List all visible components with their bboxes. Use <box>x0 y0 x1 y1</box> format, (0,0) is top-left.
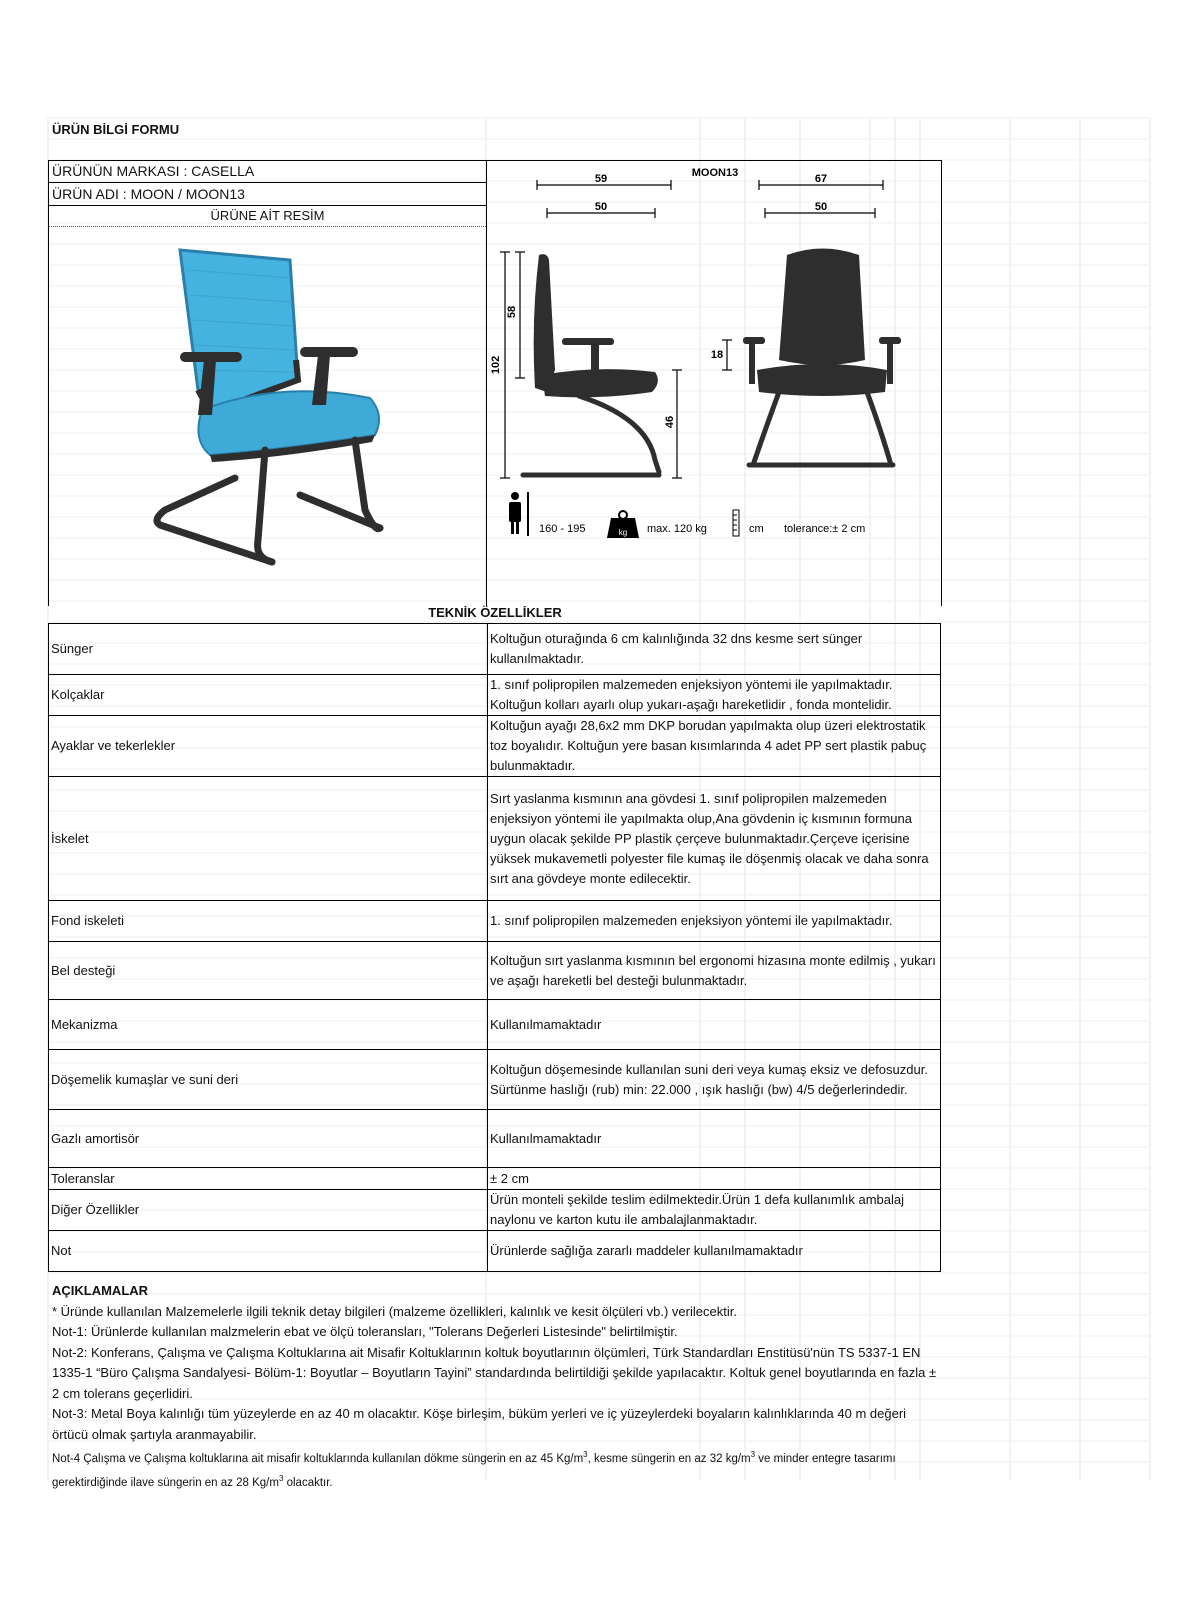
unit-label: cm <box>749 523 764 535</box>
table-row <box>49 675 941 716</box>
dim-front-width-seat: 50 <box>814 201 828 213</box>
note-2: Not-2: Konferans, Çalışma ve Çalışma Koltuklarına ait Misafir Koltuklarının koltuk boyutlarının ölçümleri, Türk Standardları Enstitüsü'nün TS 5337-1 EN 1335-1 “Büro Çalışma Sandalyesi- Bölüm-1: Boyutlar – Boyutların Tayini” standardında belirtildiği şekilde yapılacaktır. Koltuk genel boyutlarında en fazla ± 2 cm tolerans geçerlidiri. <box>52 1344 937 1401</box>
table-row <box>49 1190 941 1231</box>
tolerance-label: tolerance:± 2 cm <box>784 523 866 535</box>
front-view-silhouette <box>743 249 901 397</box>
dim-front-width-top: 67 <box>814 173 828 185</box>
side-view-silhouette <box>534 254 658 397</box>
note-4-part-d: olacaktır. <box>283 1477 333 1490</box>
spec-value: Koltuğun sırt yaslanma kısmının bel ergonomi hizasına monte edilmiş , yukarı ve aşağı hareketli bel desteği bulunmaktadır. <box>488 942 941 1000</box>
form-title: ÜRÜN BİLGİ FORMU <box>52 122 180 137</box>
superscript-3: 3 <box>583 1450 588 1459</box>
note-4-part-c: ve minder entegre tasarımı gerektirdiğinde ilave süngerin en az 28 Kg/m <box>52 1452 896 1490</box>
spec-label: Ayaklar ve tekerlekler <box>49 716 488 777</box>
spec-value: Koltuğun döşemesinde kullanılan suni deri veya kumaş eksiz ve defosuzdur. Sürtünme haslığı (rub) min: 22.000 , ışık haslığı (bw) 4/5 değerlerindedir. <box>488 1050 941 1110</box>
ruler-icon <box>733 510 739 536</box>
table-row <box>49 1000 941 1050</box>
sled-leg-back <box>355 440 380 529</box>
spec-value: Kullanılmamaktadır <box>488 1000 941 1050</box>
table-row <box>49 942 941 1000</box>
section-title: TEKNİK ÖZELLİKLER <box>428 605 562 620</box>
spec-label: Not <box>49 1231 488 1272</box>
superscript-3: 3 <box>278 1474 284 1484</box>
table-row <box>49 777 941 901</box>
table-row <box>49 901 941 942</box>
spec-label: Sünger <box>49 624 488 675</box>
spec-label: Kolçaklar <box>49 675 488 716</box>
dim-seat-height: 46 <box>664 415 676 429</box>
spec-label: Mekanizma <box>49 1000 488 1050</box>
dim-side-depth-seat: 50 <box>594 201 608 213</box>
model-label: MOON13 <box>691 167 739 179</box>
dim-arm-height: 18 <box>710 349 724 361</box>
table-row <box>49 1168 941 1190</box>
spec-label: Toleranslar <box>49 1168 488 1190</box>
note-star: * Üründe kullanılan Malzemelerle ilgili teknik detay bilgileri (malzeme özellikleri, kalınlık ve kesit ölçüleri vb.) verilecektir. <box>52 1303 737 1319</box>
notes-heading: AÇIKLAMALAR <box>52 1283 149 1298</box>
table-row <box>49 1050 941 1110</box>
spec-value: Koltuğun ayağı 28,6x2 mm DKP borudan yapılmakta olup üzeri elektrostatik toz boyalıdır. Koltuğun yere basan kısımlarında 4 adet PP sert plastik pabuç bulunmaktadır. <box>488 716 941 777</box>
spec-value: ± 2 cm <box>488 1168 941 1190</box>
table-row <box>49 624 941 675</box>
notes-section <box>52 1281 942 1494</box>
note-4-part-a: Not-4 Çalışma ve Çalışma koltuklarına ait misafir koltuklarında kullanılan dökme süngerin en az 45 Kg/m <box>52 1452 584 1465</box>
person-icon <box>509 492 529 536</box>
note-4 <box>52 1445 942 1494</box>
spec-label: Diğer Özellikler <box>49 1190 488 1231</box>
dim-total-height: 102 <box>490 355 502 375</box>
spec-value: Sırt yaslanma kısmının ana gövdesi 1. sınıf polipropilen malzemeden enjeksiyon yöntemi ile yapılmakta olup,Ana gövdenin iç kısmının formuna uygun olacak şekilde PP plastik çerçeve bulunmaktadır.Çerçeve içerisine yüksek mukavemetli polyester file kumaş ile döşenmiş olacak ve daha sonra sırt ana gövdeye monte edilecektir. <box>488 777 941 901</box>
product-name-line: ÜRÜN ADI : MOON / MOON13 <box>49 183 486 206</box>
spec-value: Ürün monteli şekilde teslim edilmektedir.Ürün 1 defa kullanımlık ambalaj naylonu ve karton kutu ile ambalajlanmaktadır. <box>488 1190 941 1231</box>
spec-value: 1. sınıf polipropilen malzemeden enjeksiyon yöntemi ile yapılmaktadır. Koltuğun kolları ayarlı olup yukarı-aşağı hareketlidir , fonda montelidir. <box>488 675 941 716</box>
spec-label: İskelet <box>49 777 488 901</box>
spec-label: Gazlı amortisör <box>49 1110 488 1168</box>
spec-value: 1. sınıf polipropilen malzemeden enjeksiyon yöntemi ile yapılmaktadır. <box>488 901 941 942</box>
superscript-3: 3 <box>750 1450 756 1459</box>
spec-value: Kullanılmamaktadır <box>488 1110 941 1168</box>
product-photo <box>140 240 410 580</box>
technical-drawing <box>487 160 941 590</box>
note-1: Not-1: Ürünlerde kullanılan malzmelerin ebat ve ölçü toleransları, "Tolerans Değerleri Listesinde" belirtilmiştir. <box>52 1324 678 1339</box>
table-row <box>49 1110 941 1168</box>
caption-underline <box>49 226 486 227</box>
sled-leg-front <box>258 450 272 562</box>
photo-caption: ÜRÜNE AİT RESİM <box>210 208 325 223</box>
spec-label: Döşemelik kumaşlar ve suni deri <box>49 1050 488 1110</box>
user-height-label: 160 - 195 <box>539 523 586 535</box>
table-row <box>49 716 941 777</box>
note-4-part-b: , kesme süngerin en az 32 kg/m <box>587 1452 751 1465</box>
dim-back-height: 58 <box>506 305 518 319</box>
kg-badge: kg <box>618 528 628 537</box>
max-load-label: max. 120 kg <box>647 523 707 535</box>
spec-table <box>48 623 941 1272</box>
note-3: Not-3: Metal Boya kalınlığı tüm yüzeylerde en az 40 m olacaktır. Köşe birleşim, büküm yerleri ve iç yüzeylerdeki boyaların kalınlıklarında 40 m değeri örtücü olmak şartıyla aranmayabilir. <box>52 1406 907 1442</box>
table-row <box>49 1231 941 1272</box>
spec-value: Ürünlerde sağlığa zararlı maddeler kullanılmamaktadır <box>488 1231 941 1272</box>
spec-label: Bel desteği <box>49 942 488 1000</box>
dim-side-depth-top: 59 <box>594 173 608 185</box>
spec-label: Fond iskeleti <box>49 901 488 942</box>
brand-line: ÜRÜNÜN MARKASI : CASELLA <box>49 160 486 183</box>
spec-value: Koltuğun oturağında 6 cm kalınlığında 32 dns kesme sert sünger kullanılmaktadır. <box>488 624 941 675</box>
